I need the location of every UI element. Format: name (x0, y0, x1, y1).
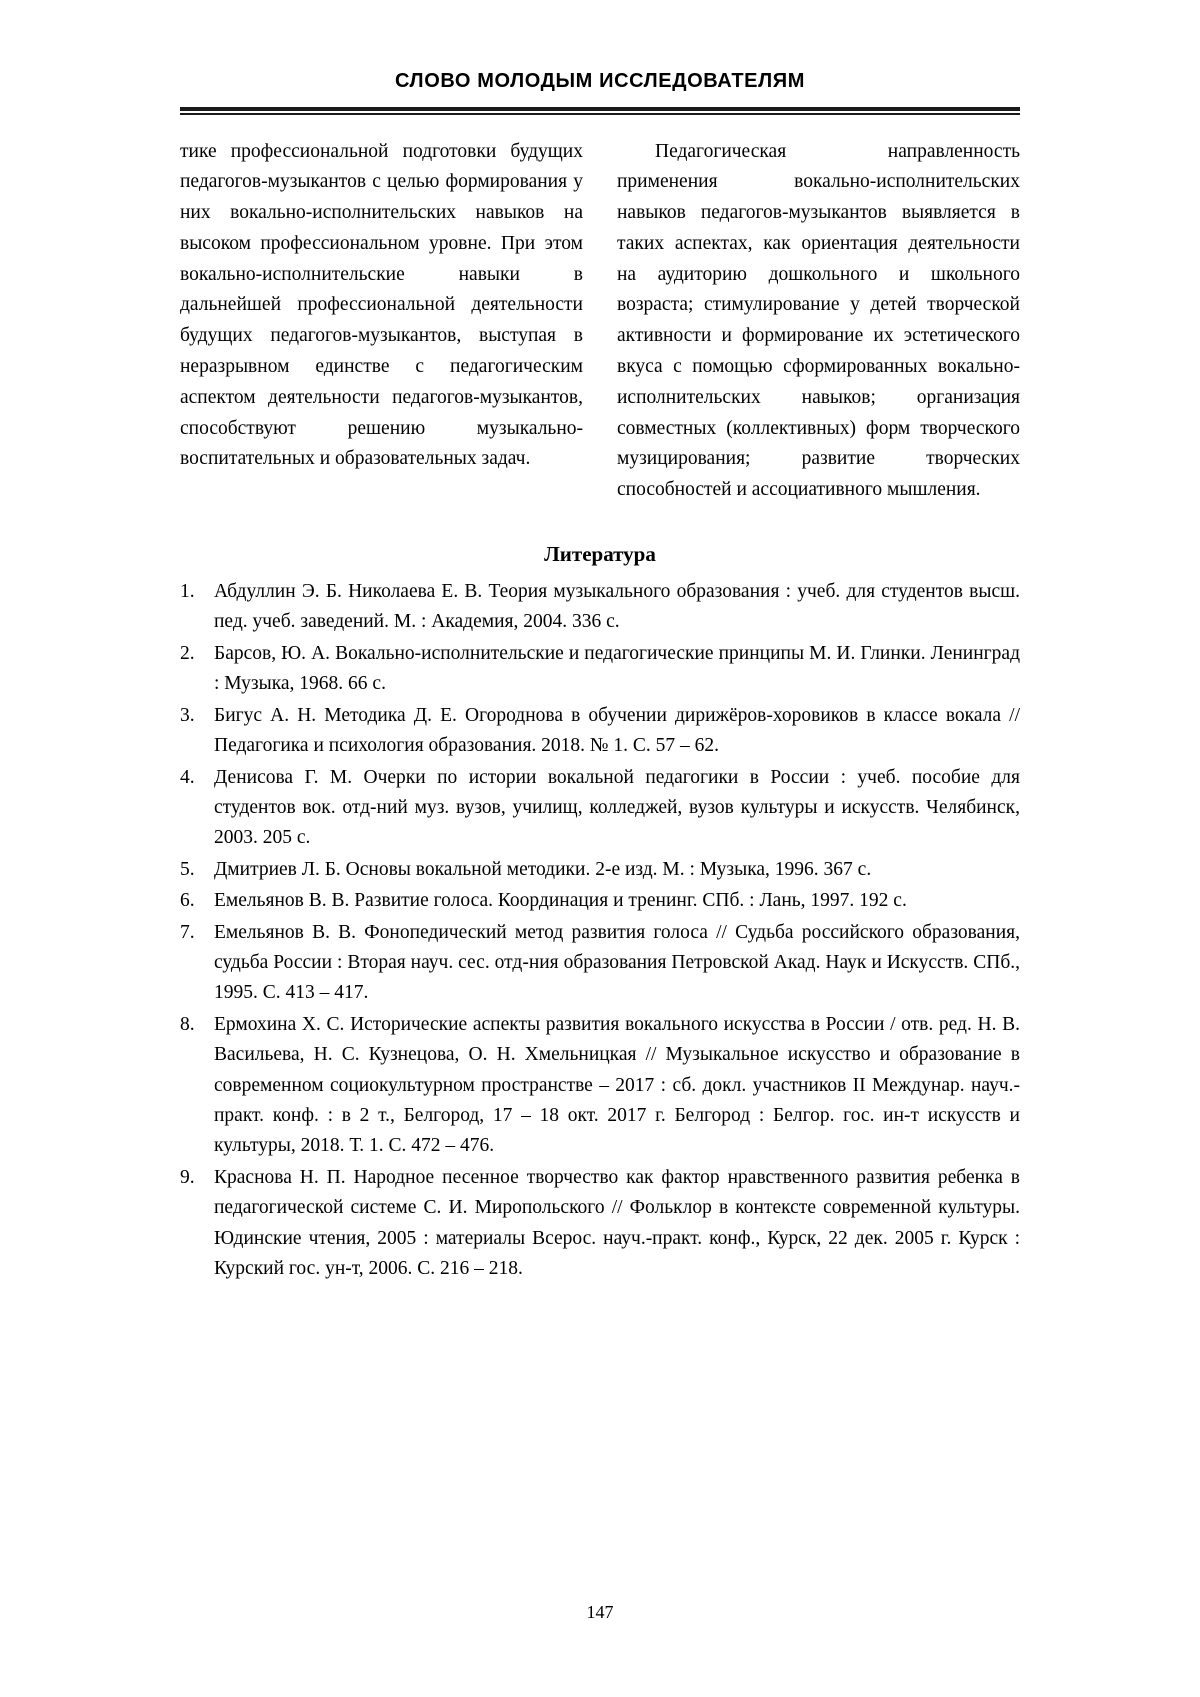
reference-number: 4. (180, 766, 195, 788)
reference-text: Денисова Г. М. Очерки по истории вокальной педагогики в России : учеб. пособие для студентов вок. отд-ний муз. вузов, училищ, колледжей, вузов культуры и искусств. Челябинск, 2003. 205 с. (214, 766, 1020, 849)
page-content (180, 115, 1020, 1285)
body-column-right (617, 137, 1020, 507)
reference-text: Емельянов В. В. Фонопедический метод развития голоса // Судьба российского образования, судьба России : Вторая науч. сес. отд-ния образования Петровской Акад. Наук и Искусств. СПб., 1995. С. 413 – 417. (214, 921, 1020, 1004)
reference-number: 2. (180, 642, 195, 664)
body-column-left (180, 137, 583, 507)
reference-item (180, 1163, 1020, 1285)
reference-number: 9. (180, 1166, 195, 1188)
reference-text: Емельянов В. В. Развитие голоса. Координация и тренинг. СПб. : Лань, 1997. 192 с. (214, 890, 907, 912)
reference-item (180, 639, 1020, 700)
reference-text: Дмитриев Л. Б. Основы вокальной методики. 2-е изд. М. : Музыка, 1996. 367 с. (214, 858, 872, 880)
reference-number: 7. (180, 921, 195, 943)
reference-text: Барсов, Ю. А. Вокально-исполнительские и педагогические принципы М. И. Глинки. Ленинград : Музыка, 1968. 66 с. (214, 642, 1020, 695)
reference-item (180, 577, 1020, 638)
reference-text: Абдуллин Э. Б. Николаева Е. В. Теория музыкального образования : учеб. для студентов высш. пед. учеб. заведений. М. : Академия, 2004. 336 с. (214, 581, 1020, 633)
reference-text: Краснова Н. П. Народное песенное творчество как фактор нравственного развития ребенка в педагогической системе С. И. Миропольского // Фольклор в контексте современной культуры. Юдинские чтения, 2005 : материалы Всерос. науч.-практ. конф., Курск, 22 дек. 2005 г. Курск : Курский гос. ун-т, 2006. С. 216 – 218. (214, 1166, 1020, 1279)
header-rule (180, 107, 1020, 115)
header-rule-thick (180, 107, 1020, 111)
reference-item (180, 763, 1020, 854)
reference-item (180, 918, 1020, 1009)
reference-number: 1. (180, 581, 195, 603)
references-list (180, 577, 1020, 1284)
reference-number: 3. (180, 704, 195, 726)
reference-number: 6. (180, 890, 195, 912)
body-paragraph-left: тике профессиональной подготовки будущих педагогов-музыкантов с целью формирования у них вокально-исполнительских навыков на высоком профессиональном уровне. При этом вокально-исполнительские навыки в дальнейшей профессиональной деятельности будущих педагогов-музыкантов, выступая в неразрывном единстве с педагогическим аспектом деятельности педагогов-музыкантов, способствуют решению музыкально-воспитательных и образовательных задач. (180, 140, 583, 470)
reference-number: 5. (180, 858, 195, 880)
reference-item (180, 1010, 1020, 1162)
reference-item (180, 701, 1020, 762)
reference-text: Ермохина Х. С. Исторические аспекты развития вокального искусства в России / отв. ред. Н. В. Васильева, Н. С. Кузнецова, О. Н. Хмельницкая // Музыкальное искусство и образование в современном социокультурном пространстве – 2017 : сб. докл. участников II Междунар. науч.-практ. конф. : в 2 т., Белгород, 17 – 18 окт. 2017 г. Белгород : Белгор. гос. ин-т искусств и культуры, 2018. Т. 1. С. 472 – 476. (214, 1013, 1020, 1157)
body-paragraph-right: Педагогическая направленность применения вокально-исполнительских навыков педагогов-музыкантов выявляется в таких аспектах, как ориентация деятельности на аудиторию дошкольного и школьного возраста; стимулирование у детей творческой активности и формирование их эстетического вкуса с помощью сформированных вокально-исполнительских навыков; организация совместных (коллективных) форм творческого музицирования; развитие творческих способностей и ассоциативного мышления. (617, 140, 1020, 501)
body-columns (180, 137, 1020, 507)
reference-item (180, 855, 1020, 885)
reference-number: 8. (180, 1013, 195, 1035)
running-header: СЛОВО МОЛОДЫМ ИССЛЕДОВАТЕЛЯМ (395, 70, 805, 92)
reference-item (180, 886, 1020, 916)
reference-text: Бигус А. Н. Методика Д. Е. Огороднова в обучении дирижёров-хоровиков в классе вокала // Педагогика и психология образования. 2018. № 1. С. 57 – 62. (214, 704, 1020, 757)
references-heading: Литература (544, 542, 656, 567)
page-number: 147 (586, 1602, 614, 1622)
